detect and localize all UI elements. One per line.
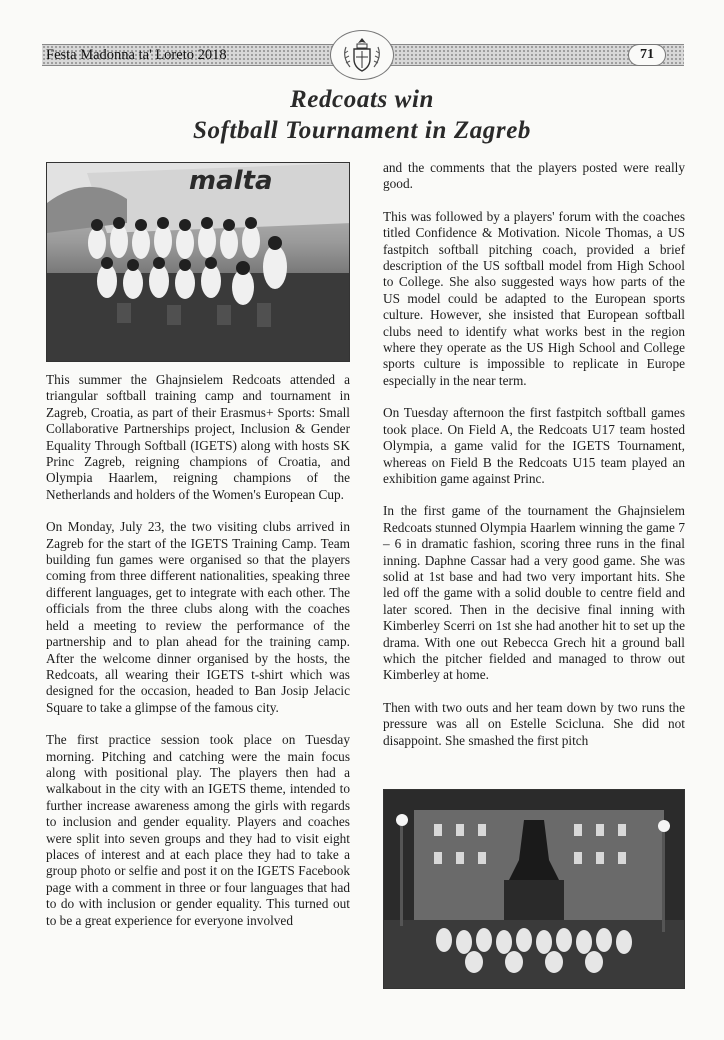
crest-drawing <box>340 35 384 75</box>
coat-of-arms-icon <box>330 30 394 80</box>
paragraph: On Monday, July 23, the two visiting clubs arrived in Zagreb for the start of the IGETS Training Camp. Team building fun games were organised so that the players coming from three different nationalities, speaking three different languages, get to integrate with each other. The officials from the three clubs along with the coaches held a meeting to review the performance of the partnership and to plan ahead for the training camp. After the welcome dinner organised by the hosts, the Redcoats, all wearing their IGETS t-shirt which was designed for the occasion, headed to Ban Josip Jelacic Square to take a glimpse of the famous city. <box>46 519 350 715</box>
aircraft-livery-text: malta <box>189 166 273 196</box>
title-line-1: Redcoats win <box>289 86 435 113</box>
paragraph: This summer the Ghajnsielem Redcoats attended a triangular softball training camp and tournament in Zagreb, Croatia, as part of their Erasmus+ Sports: Small Collaborative Partnerships project, Inclusion & Gender Equality Through Softball (IGETS) along with hosts SK Princ Zagreb, reigning champions of Croatia, and Olympia Haarlem, reigning champions of the Netherlands and holders of the Women's European Cup. <box>46 372 350 502</box>
paragraph: Then with two outs and her team down by two runs the pressure was all on Estelle Scicluna. She did not disappoint. She smashed the first pitch <box>383 699 685 748</box>
paragraph: This was followed by a players' forum with the coaches titled Confidence & Motivation. Nicole Thomas, a US fastpitch softball pitching coach, provided a brief description of the US softball model from High School to College. She also suggested ways how parts of the US model could be adapted to the European sports culture. However, she insisted that European softball clubs need to identify what works best in the region where they operate as the US High School and College sports culture is impossible to replicate in Europe especially in the near term. <box>383 208 685 388</box>
page-number: 71 <box>628 44 666 66</box>
paragraph: On Tuesday afternoon the first fastpitch softball games took place. On Field A, the Redcoats U17 team hosted Olympia, a game valid for the IGETS Tournament, whereas on Field B the Redcoats U15 team played an exhibition game against Princ. <box>383 405 685 486</box>
square-photo-drawing <box>384 790 685 989</box>
paragraph: The first practice session took place on Tuesday morning. Pitching and catching were the main focus along with positional play. The players then had a walkabout in the city with an IGETS theme, intended to further increase awareness among the girls with regards to inclusion and gender equality. Players and coaches were split into seven groups and they had to visit eight places of interest and at each place they had to take a group photo or selfie and post it on the IGETS Facebook page with a comment in three or four languages that had to do with inclusion or gender equality. This turned out to be a great experience for everyone involved <box>46 732 350 928</box>
article-column-left <box>46 372 350 945</box>
paragraph: In the first game of the tournament the Ghajnsielem Redcoats stunned Olympia Haarlem winning the game 7 – 6 in dramatic fashion, scoring three runs in the final inning. Daphne Cassar had a very good game. She was solid at 1st base and had two very important hits. She led off the game with a solid double to centre field and later scored. Then in the decisive final inning with Kimberley Scerri on 1st she had another hit to set up the drama. With one out Rebecca Grech hit a ground ball which the pitcher fielded and managed to throw out Kimberley at home. <box>383 503 685 683</box>
publication-title: Festa Madonna ta' Loreto 2018 <box>46 47 227 63</box>
article-title <box>40 84 684 146</box>
paragraph: and the comments that the players posted were really good. <box>383 160 685 192</box>
title-line-2: Softball Tournament in Zagreb <box>192 117 532 144</box>
team-photo <box>46 162 350 362</box>
team-photo-drawing <box>47 163 350 362</box>
square-night-photo <box>383 789 685 989</box>
article-column-right <box>383 160 685 765</box>
